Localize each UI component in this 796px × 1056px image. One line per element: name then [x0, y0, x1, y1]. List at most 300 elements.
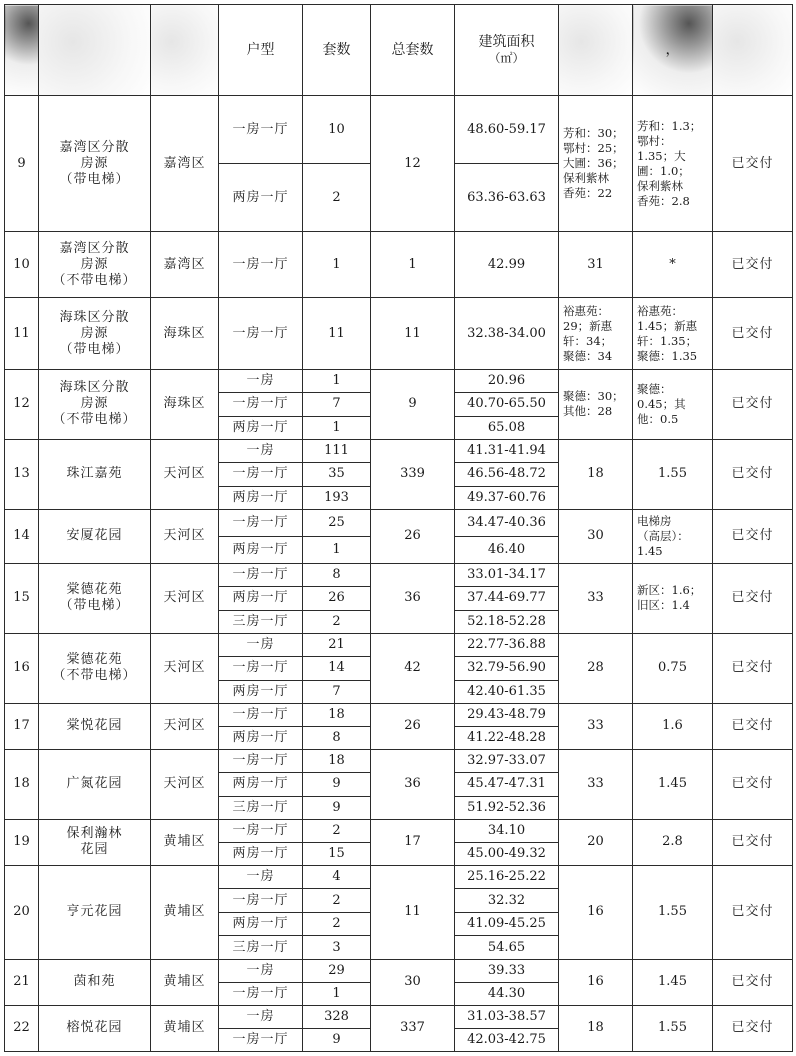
total-count-cell: 36	[371, 563, 455, 633]
area-cell: 22.77-36.88	[455, 633, 559, 656]
rent-cell	[559, 819, 633, 865]
total-count-cell: 11	[371, 865, 455, 959]
row-number-cell: 13	[5, 439, 39, 509]
row-number-cell: 17	[5, 703, 39, 749]
project-name-line: （不带电梯）	[52, 272, 137, 288]
table-row	[5, 370, 793, 393]
rent-line: 33	[587, 776, 604, 792]
rent-cell	[559, 563, 633, 633]
project-name-cell	[39, 370, 151, 440]
district-cell: 黄埔区	[151, 1005, 219, 1051]
unit-type-cell: 两房一厅	[219, 164, 303, 232]
rent-line: 轩：34；	[563, 333, 613, 348]
unit-count-cell: 2	[303, 164, 371, 232]
status-cell: 已交付	[713, 865, 793, 959]
table-body	[5, 96, 793, 1052]
project-name-line: 海珠区分散	[59, 380, 130, 396]
unit-count-cell: 7	[303, 393, 371, 416]
table-row	[5, 439, 793, 462]
unit-count-cell: 2	[303, 912, 371, 936]
unit-type-cell: 一房	[219, 370, 303, 393]
area-cell: 49.37-60.76	[455, 486, 559, 509]
row-number-cell: 22	[5, 1005, 39, 1051]
header-blurred-name	[39, 5, 151, 96]
unit-count-cell: 111	[303, 439, 371, 462]
rent2-cell	[633, 232, 713, 298]
area-cell: 32.32	[455, 889, 559, 913]
project-name-line: 棠悦花园	[66, 718, 123, 734]
unit-type-cell: 两房一厅	[219, 726, 303, 749]
district-cell: 天河区	[151, 703, 219, 749]
unit-count-cell: 25	[303, 509, 371, 536]
project-name-line: 茵和苑	[73, 974, 116, 990]
area-cell: 31.03-38.57	[455, 1005, 559, 1028]
unit-count-cell: 18	[303, 749, 371, 772]
housing-table	[4, 4, 793, 1052]
unit-count-cell: 193	[303, 486, 371, 509]
rent-line: 28	[587, 660, 604, 676]
area-cell: 42.03-42.75	[455, 1028, 559, 1051]
unit-type-cell: 一房	[219, 439, 303, 462]
rent-line: 18	[587, 1020, 604, 1036]
unit-type-cell: 一房一厅	[219, 232, 303, 298]
unit-type-cell: 一房一厅	[219, 96, 303, 164]
project-name-line: 保利瀚林	[66, 826, 123, 842]
district-cell: 黄埔区	[151, 819, 219, 865]
rent-cell	[559, 439, 633, 509]
area-cell: 33.01-34.17	[455, 563, 559, 586]
unit-count-cell: 10	[303, 96, 371, 164]
rent-line: 芳和：30；	[563, 126, 624, 140]
project-name-line: （带电梯）	[59, 598, 130, 614]
rent-line: 香苑：22	[563, 186, 613, 200]
rent-cell	[559, 509, 633, 563]
table-row	[5, 633, 793, 656]
total-count-cell: 42	[371, 633, 455, 703]
header-blurred-rent	[559, 5, 633, 96]
area-cell: 65.08	[455, 416, 559, 439]
area-cell: 45.47-47.31	[455, 773, 559, 796]
unit-count-cell: 2	[303, 889, 371, 913]
project-name-line: 嘉湾区分散	[59, 240, 130, 256]
unit-count-cell: 2	[303, 610, 371, 633]
rent-line: 16	[587, 904, 604, 920]
unit-count-cell: 2	[303, 819, 371, 842]
rent2-line: 1.45	[637, 543, 663, 558]
status-cell: 已交付	[713, 96, 793, 232]
unit-count-cell: 9	[303, 773, 371, 796]
project-name-line: 海珠区分散	[59, 309, 130, 325]
rent-line: 聚德：30；	[563, 389, 624, 404]
project-name-line: （不带电梯）	[52, 412, 137, 428]
project-name-line: （带电梯）	[59, 341, 130, 357]
rent2-cell	[633, 509, 713, 563]
area-cell: 41.09-45.25	[455, 912, 559, 936]
unit-count-cell: 9	[303, 796, 371, 819]
project-name-cell	[39, 1005, 151, 1051]
header-blurred-district	[151, 5, 219, 96]
header-hidden-mark: ，	[665, 42, 680, 58]
rent2-cell	[633, 298, 713, 370]
total-count-cell: 26	[371, 509, 455, 563]
rent2-line: 1.45	[658, 776, 687, 792]
project-name-line: 房源	[80, 256, 109, 272]
unit-type-cell: 三房一厅	[219, 796, 303, 819]
unit-count-cell: 7	[303, 680, 371, 703]
rent2-line: *	[669, 256, 676, 272]
status-cell: 已交付	[713, 819, 793, 865]
rent-line: 裕惠苑：	[563, 303, 609, 318]
unit-count-cell: 29	[303, 959, 371, 982]
rent-line: 大圃：36；	[563, 156, 624, 170]
rent-line: 其他：28	[563, 404, 613, 419]
unit-count-cell: 18	[303, 703, 371, 726]
header-area-unit: （㎡）	[488, 50, 525, 65]
rent2-cell	[633, 439, 713, 509]
unit-count-cell: 1	[303, 232, 371, 298]
project-name-cell	[39, 509, 151, 563]
area-cell: 46.56-48.72	[455, 463, 559, 486]
row-number-cell: 16	[5, 633, 39, 703]
rent2-line: 电梯房	[637, 513, 672, 528]
area-cell: 34.47-40.36	[455, 509, 559, 536]
project-name-cell	[39, 96, 151, 232]
project-name-line: 亨元花园	[66, 904, 123, 920]
unit-count-cell: 15	[303, 842, 371, 865]
area-cell: 52.18-52.28	[455, 610, 559, 633]
table-row	[5, 959, 793, 982]
rent-cell	[559, 633, 633, 703]
rent-line: 31	[587, 256, 604, 272]
table-row	[5, 703, 793, 726]
project-name-line: 棠德花苑	[66, 582, 123, 598]
rent2-cell	[633, 865, 713, 959]
area-cell: 44.30	[455, 982, 559, 1005]
table-row	[5, 865, 793, 889]
area-cell: 32.79-56.90	[455, 657, 559, 680]
header-area-label: 建筑面积	[478, 33, 535, 50]
total-count-cell: 36	[371, 749, 455, 819]
unit-count-cell: 1	[303, 416, 371, 439]
project-name-line: 花园	[80, 842, 109, 858]
unit-count-cell: 3	[303, 936, 371, 960]
district-cell: 嘉湾区	[151, 232, 219, 298]
rent2-line: 1.55	[658, 1020, 687, 1036]
unit-count-cell: 35	[303, 463, 371, 486]
total-count-cell: 339	[371, 439, 455, 509]
unit-type-cell: 一房一厅	[219, 889, 303, 913]
area-cell: 54.65	[455, 936, 559, 960]
district-cell: 天河区	[151, 509, 219, 563]
project-name-cell	[39, 563, 151, 633]
rent-line: 鄂村：25；	[563, 141, 624, 155]
row-number-cell: 14	[5, 509, 39, 563]
area-cell: 32.97-33.07	[455, 749, 559, 772]
header-row	[5, 5, 793, 96]
unit-count-cell: 9	[303, 1028, 371, 1051]
project-name-line: 房源	[80, 155, 109, 171]
district-cell: 天河区	[151, 749, 219, 819]
table-row	[5, 509, 793, 536]
area-cell: 29.43-48.79	[455, 703, 559, 726]
unit-type-cell: 两房一厅	[219, 912, 303, 936]
rent-cell	[559, 1005, 633, 1051]
rent2-line: 聚德：1.35	[637, 348, 698, 363]
project-name-line: 广氮花园	[66, 776, 123, 792]
row-number-cell: 21	[5, 959, 39, 1005]
unit-type-cell: 一房	[219, 1005, 303, 1028]
district-cell: 天河区	[151, 439, 219, 509]
rent-cell	[559, 703, 633, 749]
rent2-line: 0.75	[658, 660, 687, 676]
rent-cell	[559, 298, 633, 370]
district-cell: 海珠区	[151, 298, 219, 370]
rent2-line: 0.45；其	[637, 396, 686, 411]
rent2-line: 1.55	[658, 904, 687, 920]
rent2-line: 2.8	[662, 834, 683, 850]
rent2-line: 香苑：2.8	[637, 193, 690, 208]
status-cell: 已交付	[713, 1005, 793, 1051]
area-cell: 63.36-63.63	[455, 164, 559, 232]
project-name-line: 棠德花苑	[66, 652, 123, 668]
project-name-line: 房源	[80, 325, 109, 341]
unit-type-cell: 一房	[219, 633, 303, 656]
row-number-cell: 12	[5, 370, 39, 440]
unit-count-cell: 11	[303, 298, 371, 370]
rent2-line: 他：0.5	[637, 411, 679, 426]
rent-cell	[559, 96, 633, 232]
status-cell: 已交付	[713, 703, 793, 749]
total-count-cell: 337	[371, 1005, 455, 1051]
table-row	[5, 819, 793, 842]
rent2-line: 保利紫林	[637, 178, 683, 193]
rent-line: 20	[587, 834, 604, 850]
unit-type-cell: 一房一厅	[219, 749, 303, 772]
header-blurred-rent2	[633, 5, 713, 96]
rent2-cell	[633, 1005, 713, 1051]
area-cell: 48.60-59.17	[455, 96, 559, 164]
rent2-line: 1.6	[662, 718, 683, 734]
project-name-line: （带电梯）	[59, 171, 130, 187]
district-cell: 天河区	[151, 563, 219, 633]
rent-cell	[559, 232, 633, 298]
unit-type-cell: 两房一厅	[219, 842, 303, 865]
unit-type-cell: 一房一厅	[219, 1028, 303, 1051]
district-cell: 嘉湾区	[151, 96, 219, 232]
district-cell: 海珠区	[151, 370, 219, 440]
unit-count-cell: 8	[303, 726, 371, 749]
project-name-cell	[39, 865, 151, 959]
row-number-cell: 10	[5, 232, 39, 298]
rent2-line: 圃：1.0；	[637, 163, 690, 178]
row-number-cell: 18	[5, 749, 39, 819]
unit-type-cell: 两房一厅	[219, 536, 303, 563]
status-cell: 已交付	[713, 232, 793, 298]
rent-line: 29；新惠	[563, 318, 613, 333]
row-number-cell: 20	[5, 865, 39, 959]
area-cell: 42.40-61.35	[455, 680, 559, 703]
status-cell: 已交付	[713, 370, 793, 440]
header-zongtaoshu: 总套数	[371, 5, 455, 96]
rent-cell	[559, 370, 633, 440]
rent2-line: 轩：1.35；	[637, 333, 698, 348]
unit-type-cell: 一房一厅	[219, 703, 303, 726]
row-number-cell: 9	[5, 96, 39, 232]
table-row	[5, 96, 793, 164]
housing-table-document	[4, 4, 792, 1052]
project-name-cell	[39, 633, 151, 703]
project-name-cell	[39, 298, 151, 370]
rent2-cell	[633, 703, 713, 749]
unit-type-cell: 一房	[219, 865, 303, 889]
rent2-cell	[633, 749, 713, 819]
unit-type-cell: 一房一厅	[219, 509, 303, 536]
unit-count-cell: 21	[303, 633, 371, 656]
project-name-line: 嘉湾区分散	[59, 139, 130, 155]
area-cell: 41.31-41.94	[455, 439, 559, 462]
area-cell: 39.33	[455, 959, 559, 982]
status-cell: 已交付	[713, 509, 793, 563]
rent-line: 16	[587, 974, 604, 990]
header-huxing: 户型	[219, 5, 303, 96]
project-name-cell	[39, 819, 151, 865]
header-taoshu: 套数	[303, 5, 371, 96]
rent-cell	[559, 959, 633, 1005]
rent-line: 18	[587, 466, 604, 482]
total-count-cell: 11	[371, 298, 455, 370]
unit-count-cell: 1	[303, 370, 371, 393]
project-name-line: 房源	[80, 396, 109, 412]
table-row	[5, 1005, 793, 1028]
rent-line: 33	[587, 590, 604, 606]
unit-type-cell: 两房一厅	[219, 587, 303, 610]
table-row	[5, 298, 793, 370]
district-cell: 黄埔区	[151, 865, 219, 959]
table-row	[5, 232, 793, 298]
unit-type-cell: 两房一厅	[219, 680, 303, 703]
rent2-cell	[633, 563, 713, 633]
rent-line: 保利紫林	[563, 171, 609, 185]
project-name-line: 榕悦花园	[66, 1020, 123, 1036]
project-name-cell	[39, 232, 151, 298]
rent2-line: 芳和：1.3；	[637, 118, 702, 133]
project-name-line: （不带电梯）	[52, 668, 137, 684]
unit-type-cell: 一房一厅	[219, 982, 303, 1005]
table-row	[5, 563, 793, 586]
unit-count-cell: 8	[303, 563, 371, 586]
unit-type-cell: 一房一厅	[219, 463, 303, 486]
row-number-cell: 19	[5, 819, 39, 865]
status-cell: 已交付	[713, 298, 793, 370]
project-name-cell	[39, 749, 151, 819]
area-cell: 51.92-52.36	[455, 796, 559, 819]
header-blurred-status	[713, 5, 793, 96]
unit-type-cell: 一房一厅	[219, 657, 303, 680]
status-cell: 已交付	[713, 563, 793, 633]
rent2-line: 1.45	[658, 974, 687, 990]
area-cell: 41.22-48.28	[455, 726, 559, 749]
unit-count-cell: 26	[303, 587, 371, 610]
unit-count-cell: 1	[303, 536, 371, 563]
rent2-cell	[633, 819, 713, 865]
status-cell: 已交付	[713, 959, 793, 1005]
area-cell: 25.16-25.22	[455, 865, 559, 889]
unit-type-cell: 三房一厅	[219, 936, 303, 960]
row-number-cell: 15	[5, 563, 39, 633]
table-row	[5, 749, 793, 772]
unit-type-cell: 一房	[219, 959, 303, 982]
area-cell: 32.38-34.00	[455, 298, 559, 370]
unit-type-cell: 一房一厅	[219, 819, 303, 842]
rent2-line: 裕惠苑：	[637, 303, 683, 318]
rent2-cell	[633, 96, 713, 232]
status-cell: 已交付	[713, 633, 793, 703]
unit-count-cell: 328	[303, 1005, 371, 1028]
unit-type-cell: 一房一厅	[219, 393, 303, 416]
rent2-line: 聚德：	[637, 381, 672, 396]
area-cell: 20.96	[455, 370, 559, 393]
unit-type-cell: 三房一厅	[219, 610, 303, 633]
status-cell: 已交付	[713, 439, 793, 509]
unit-type-cell: 一房一厅	[219, 563, 303, 586]
total-count-cell: 9	[371, 370, 455, 440]
rent2-cell	[633, 370, 713, 440]
total-count-cell: 12	[371, 96, 455, 232]
rent2-cell	[633, 633, 713, 703]
rent2-line: 鄂村：	[637, 133, 672, 148]
rent-line: 30	[587, 528, 604, 544]
rent-line: 33	[587, 718, 604, 734]
rent-cell	[559, 749, 633, 819]
unit-count-cell: 14	[303, 657, 371, 680]
rent2-line: 1.55	[658, 466, 687, 482]
unit-type-cell: 两房一厅	[219, 416, 303, 439]
total-count-cell: 26	[371, 703, 455, 749]
project-name-cell	[39, 703, 151, 749]
project-name-line: 珠江嘉苑	[66, 466, 123, 482]
unit-type-cell: 两房一厅	[219, 773, 303, 796]
rent2-line: （高层）：	[637, 528, 689, 543]
header-blurred-no	[5, 5, 39, 96]
area-cell: 45.00-49.32	[455, 842, 559, 865]
area-cell: 46.40	[455, 536, 559, 563]
rent-line: 聚德：34	[563, 348, 613, 363]
project-name-cell	[39, 959, 151, 1005]
rent2-line: 1.35；大	[637, 148, 686, 163]
rent-cell	[559, 865, 633, 959]
unit-type-cell: 两房一厅	[219, 486, 303, 509]
unit-count-cell: 4	[303, 865, 371, 889]
project-name-line: 安厦花园	[66, 528, 123, 544]
status-cell: 已交付	[713, 749, 793, 819]
district-cell: 黄埔区	[151, 959, 219, 1005]
rent2-cell	[633, 959, 713, 1005]
rent2-line: 旧区：1.4	[637, 598, 690, 613]
unit-type-cell: 一房一厅	[219, 298, 303, 370]
area-cell: 37.44-69.77	[455, 587, 559, 610]
project-name-cell	[39, 439, 151, 509]
rent2-line: 1.45；新惠	[637, 318, 698, 333]
total-count-cell: 30	[371, 959, 455, 1005]
unit-count-cell: 1	[303, 982, 371, 1005]
area-cell: 40.70-65.50	[455, 393, 559, 416]
district-cell: 天河区	[151, 633, 219, 703]
header-area	[455, 5, 559, 96]
area-cell: 42.99	[455, 232, 559, 298]
total-count-cell: 17	[371, 819, 455, 865]
rent2-line: 新区：1.6；	[637, 583, 702, 598]
area-cell: 34.10	[455, 819, 559, 842]
